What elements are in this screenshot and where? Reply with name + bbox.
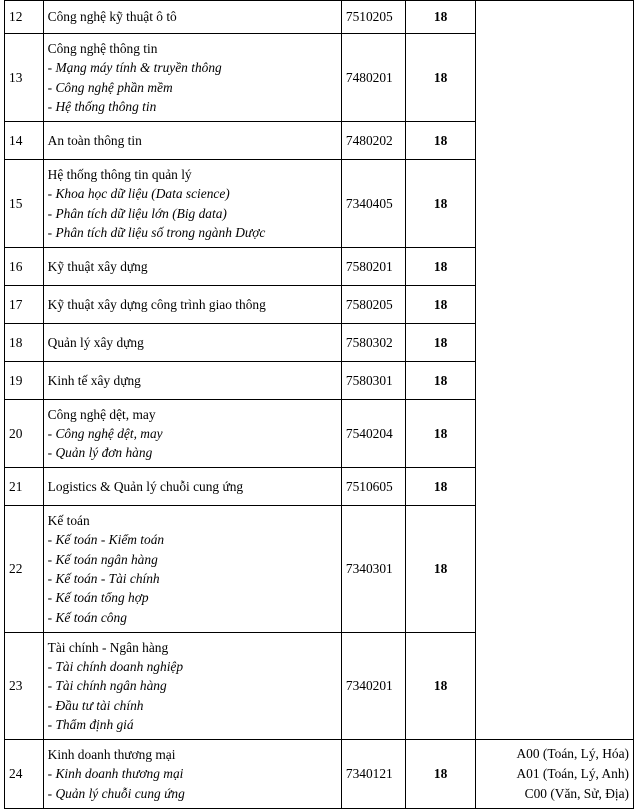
major-name: Hệ thống thông tin quản lý	[47, 166, 192, 182]
specialization-item: - Khoa học dữ liệu (Data science)	[47, 186, 230, 202]
row-number: 12	[5, 1, 44, 34]
major-name: Công nghệ thông tin	[47, 40, 158, 56]
row-number: 15	[5, 160, 44, 248]
major-code: 7340301	[341, 506, 405, 633]
major-name: Tài chính - Ngân hàng	[47, 639, 169, 655]
major-code: 7580201	[341, 248, 405, 286]
major-name: Logistics & Quản lý chuỗi cung ứng	[47, 478, 244, 494]
subject-combination: A00 (Toán, Lý, Hóa)	[516, 746, 629, 761]
major-name: Kinh tế xây dựng	[47, 372, 141, 388]
row-number: 23	[5, 633, 44, 740]
quota-value: 18	[405, 248, 475, 286]
row-number: 13	[5, 34, 44, 122]
specialization-item: - Kinh doanh thương mại	[47, 766, 184, 782]
major-name: Kỹ thuật xây dựng công trình giao thông	[47, 296, 266, 312]
major-name-cell	[43, 633, 341, 740]
major-code: 7580302	[341, 324, 405, 362]
specialization-item: - Đầu tư tài chính	[47, 697, 144, 713]
major-code: 7340405	[341, 160, 405, 248]
row-number: 16	[5, 248, 44, 286]
quota-value: 18	[405, 740, 475, 809]
specialization-item: - Kế toán - Kiểm toán	[47, 532, 165, 548]
major-name-cell	[43, 34, 341, 122]
table-row	[5, 1, 634, 34]
quota-value: 18	[405, 362, 475, 400]
specialization-item: - Kế toán tổng hợp	[47, 590, 149, 606]
quota-value: 18	[405, 400, 475, 468]
row-number: 20	[5, 400, 44, 468]
specialization-item: - Phân tích dữ liệu lớn (Big data)	[47, 205, 227, 221]
specialization-item: - Công nghệ phần mềm	[47, 79, 173, 95]
major-name-cell	[43, 160, 341, 248]
quota-value: 18	[405, 122, 475, 160]
subject-combinations-cell	[476, 740, 634, 809]
specialization-item: - Kế toán công	[47, 609, 127, 625]
major-name-cell	[43, 362, 341, 400]
major-name: Công nghệ dệt, may	[47, 406, 156, 422]
specialization-item: - Phân tích dữ liệu số trong ngành Dược	[47, 224, 266, 240]
row-number: 22	[5, 506, 44, 633]
specialization-item: - Tài chính ngân hàng	[47, 678, 167, 694]
major-name-cell	[43, 324, 341, 362]
major-name-cell	[43, 506, 341, 633]
row-number: 19	[5, 362, 44, 400]
major-code: 7340201	[341, 633, 405, 740]
subject-combination: A01 (Toán, Lý, Anh)	[516, 766, 629, 781]
major-name: Kế toán	[47, 513, 90, 529]
quota-value: 18	[405, 324, 475, 362]
major-name: Kỹ thuật xây dựng	[47, 258, 148, 274]
specialization-item: - Quản lý đơn hàng	[47, 445, 153, 461]
specialization-item: - Công nghệ dệt, may	[47, 425, 163, 441]
major-name: Quản lý xây dựng	[47, 334, 144, 350]
major-code: 7480201	[341, 34, 405, 122]
row-number: 21	[5, 468, 44, 506]
major-name-cell	[43, 400, 341, 468]
quota-value: 18	[405, 468, 475, 506]
row-number: 24	[5, 740, 44, 809]
major-code: 7510605	[341, 468, 405, 506]
table-row	[5, 740, 634, 809]
combination-cell-empty	[476, 1, 634, 740]
major-code: 7580205	[341, 286, 405, 324]
major-name-cell	[43, 740, 341, 809]
specialization-item: - Thẩm định giá	[47, 716, 134, 732]
row-number: 17	[5, 286, 44, 324]
majors-table	[4, 0, 634, 809]
quota-value: 18	[405, 160, 475, 248]
specialization-item: - Kế toán - Tài chính	[47, 571, 160, 586]
specialization-item: - Quản lý chuỗi cung ứng	[47, 785, 185, 801]
specialization-item: - Tài chính doanh nghiệp	[47, 659, 184, 675]
row-number: 14	[5, 122, 44, 160]
major-name-cell	[43, 286, 341, 324]
major-name: Công nghệ kỹ thuật ô tô	[47, 9, 177, 25]
specialization-item: - Hệ thống thông tin	[47, 98, 157, 114]
major-name: Kinh doanh thương mại	[47, 747, 176, 763]
major-name-cell	[43, 248, 341, 286]
quota-value: 18	[405, 633, 475, 740]
subject-combination: C00 (Văn, Sử, Địa)	[524, 786, 629, 801]
major-code: 7340121	[341, 740, 405, 809]
quota-value: 18	[405, 286, 475, 324]
major-code: 7580301	[341, 362, 405, 400]
row-number: 18	[5, 324, 44, 362]
major-name: An toàn thông tin	[47, 132, 142, 148]
quota-value: 18	[405, 34, 475, 122]
major-name-cell	[43, 468, 341, 506]
major-code: 7510205	[341, 1, 405, 34]
specialization-item: - Kế toán ngân hàng	[47, 551, 158, 567]
major-name-cell	[43, 1, 341, 34]
major-name-cell	[43, 122, 341, 160]
major-code: 7480202	[341, 122, 405, 160]
specialization-item: - Mạng máy tính & truyền thông	[47, 60, 222, 76]
major-code: 7540204	[341, 400, 405, 468]
quota-value: 18	[405, 506, 475, 633]
majors-table-body	[5, 1, 634, 809]
quota-value: 18	[405, 1, 475, 34]
